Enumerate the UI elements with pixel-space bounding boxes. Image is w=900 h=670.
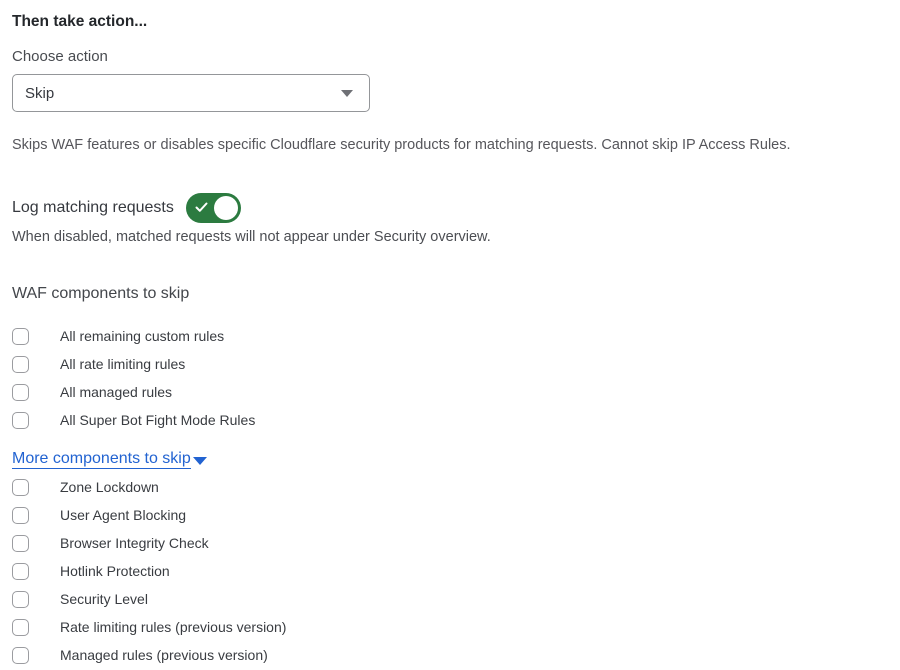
checkbox-label-rate-limiting-rules-previous[interactable]: Rate limiting rules (previous version)	[60, 619, 287, 635]
checkbox-row	[12, 501, 888, 529]
checkbox-row	[12, 322, 888, 350]
log-matching-requests-label: Log matching requests	[12, 199, 174, 216]
checkbox-all-remaining-custom-rules[interactable]	[12, 328, 29, 345]
checkbox-label-hotlink-protection[interactable]: Hotlink Protection	[60, 563, 170, 579]
toggle-knob	[214, 196, 238, 220]
section-title: Then take action...	[12, 13, 148, 30]
action-description: Skips WAF features or disables specific Cloudflare security products for matching requests. Cannot skip IP Access Rules.	[12, 137, 791, 153]
checkbox-zone-lockdown[interactable]	[12, 479, 29, 496]
checkbox-label-user-agent-blocking[interactable]: User Agent Blocking	[60, 507, 187, 523]
checkbox-managed-rules-previous[interactable]	[12, 647, 29, 664]
checkbox-browser-integrity-check[interactable]	[12, 535, 29, 552]
checkbox-label-all-remaining-custom-rules[interactable]: All remaining custom rules	[60, 328, 225, 344]
checkbox-row	[12, 406, 888, 434]
checkbox-label-all-super-bot-fight-mode-rules[interactable]: All Super Bot Fight Mode Rules	[60, 412, 256, 428]
choose-action-select[interactable]	[12, 74, 370, 112]
more-components-list	[12, 473, 888, 669]
waf-components-label: WAF components to skip	[12, 285, 190, 302]
log-matching-requests-row	[12, 193, 888, 223]
checkbox-row	[12, 378, 888, 406]
checkbox-hotlink-protection[interactable]	[12, 563, 29, 580]
checkbox-security-level[interactable]	[12, 591, 29, 608]
checkbox-row	[12, 641, 888, 669]
more-components-link[interactable]: More components to skip	[12, 450, 191, 467]
checkbox-label-managed-rules-previous[interactable]: Managed rules (previous version)	[60, 647, 268, 663]
choose-action-selected-value: Skip	[25, 84, 55, 102]
checkbox-row	[12, 613, 888, 641]
checkbox-row	[12, 350, 888, 378]
checkbox-label-all-rate-limiting-rules[interactable]: All rate limiting rules	[60, 356, 186, 372]
checkbox-rate-limiting-rules-previous[interactable]	[12, 619, 29, 636]
checkbox-row	[12, 529, 888, 557]
checkbox-row	[12, 473, 888, 501]
checkbox-user-agent-blocking[interactable]	[12, 507, 29, 524]
more-components-row	[12, 449, 888, 469]
chevron-down-icon	[341, 90, 353, 97]
log-matching-requests-help: When disabled, matched requests will not appear under Security overview.	[12, 229, 491, 245]
checkbox-all-managed-rules[interactable]	[12, 384, 29, 401]
checkbox-label-browser-integrity-check[interactable]: Browser Integrity Check	[60, 535, 209, 551]
checkbox-row	[12, 557, 888, 585]
checkbox-label-zone-lockdown[interactable]: Zone Lockdown	[60, 479, 159, 495]
checkbox-label-all-managed-rules[interactable]: All managed rules	[60, 384, 173, 400]
checkbox-label-security-level[interactable]: Security Level	[60, 591, 148, 607]
check-icon	[195, 202, 208, 213]
checkbox-all-rate-limiting-rules[interactable]	[12, 356, 29, 373]
caret-down-icon	[193, 457, 207, 465]
log-matching-requests-toggle[interactable]	[186, 193, 241, 223]
checkbox-row	[12, 585, 888, 613]
waf-components-list	[12, 322, 888, 434]
checkbox-all-super-bot-fight-mode-rules[interactable]	[12, 412, 29, 429]
choose-action-label: Choose action	[12, 48, 108, 65]
